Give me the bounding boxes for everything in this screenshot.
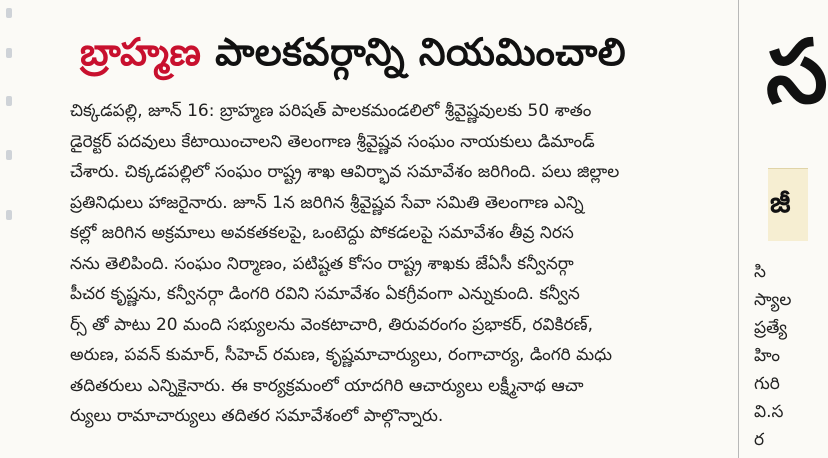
- headline-rest: పాలకవర్గాన్ని నియమించాలి: [201, 30, 627, 74]
- adjacent-text-fragments: [754, 258, 791, 454]
- adjacent-line: సి: [754, 262, 766, 282]
- article-body: [70, 96, 730, 432]
- adjacent-line: ప్రత్యే: [754, 318, 788, 338]
- margin-mark: [6, 8, 12, 18]
- adjacent-line: ర: [754, 430, 765, 450]
- adjacent-line: హిం: [754, 346, 780, 366]
- headline-highlight: బ్రాహ్మణ: [80, 30, 202, 74]
- news-article: [62, 0, 732, 458]
- margin-mark: [6, 210, 12, 220]
- body-line: నను తెలిపింది. సంఘం నిర్మాణం, పటిష్టత కోసం రాష్ట్ర శాఖకు జేఏసీ కన్వీనర్గా: [70, 253, 574, 274]
- margin-mark: [6, 150, 12, 160]
- margin-mark: [6, 48, 12, 58]
- margin-mark: [6, 96, 12, 106]
- body-line: అరుణ, పవన్ కుమార్, సీహెచ్ రమణ, కృష్ణమాచార్యులు, రంగాచార్య, డింగరి మధు: [70, 345, 613, 365]
- body-line: డైరెక్టర్ పదవులు కేటాయించాలని తెలంగాణ శ్రీవైష్ణవ సంఘం నాయకులు డిమాండ్: [70, 131, 595, 152]
- adjacent-line: గురి: [754, 374, 780, 394]
- article-headline: [80, 30, 626, 74]
- left-margin-strip: [0, 0, 18, 458]
- body-line: చిక్కడపల్లి, జూన్ 16: బ్రాహ్మణ పరిషత్ పాలకమండలిలో శ్రీవైష్ణవులకు 50 శాతం: [70, 101, 592, 121]
- body-line: చేశారు. చిక్కడపల్లిలో సంఘం రాష్ట్ర శాఖ ఆవిర్భావ సమావేశం జరిగింది. పలు జిల్లాల: [70, 162, 620, 182]
- body-line: ర్యులు రామాచార్యులు తదితర సమావేశంలో పాల్గొన్నారు.: [70, 406, 444, 426]
- body-line: కల్లో జరిగిన అక్రమాలు అవకతకలపై, ఒంటెద్దు పోకడలపై సమావేశం తీవ్ర నిరస: [70, 223, 574, 243]
- body-line: పీచర కృష్ణను, కన్వీనర్గా డింగరి రవిని సమావేశం ఏకగ్రీవంగా ఎన్నుకుంది. కన్వీన: [70, 284, 580, 304]
- adjacent-line: వి.స: [754, 402, 784, 422]
- adjacent-article-column: [740, 0, 828, 458]
- body-line: తదితరులు ఎన్నికైనారు. ఈ కార్యక్రమంలో యాదగిరి ఆచార్యులు లక్ష్మీనాథ ఆచా: [70, 375, 584, 396]
- column-divider: [738, 0, 739, 458]
- adjacent-box-title: జీ: [770, 186, 791, 219]
- body-line: ప్రతినిధులు హాజరైనారు. జూన్ 1న జరిగిన శ్రీవైష్ణవ సేవా సమితి తెలంగాణ ఎన్ని: [70, 192, 584, 213]
- adjacent-headline-fragment: స: [766, 20, 828, 123]
- body-line: ర్స్ తో పాటు 20 మంది సభ్యులను వెంకటాచారి, తిరువరంగం ప్రభాకర్, రవికిరణ్,: [70, 314, 594, 335]
- adjacent-line: స్యాల: [754, 290, 792, 310]
